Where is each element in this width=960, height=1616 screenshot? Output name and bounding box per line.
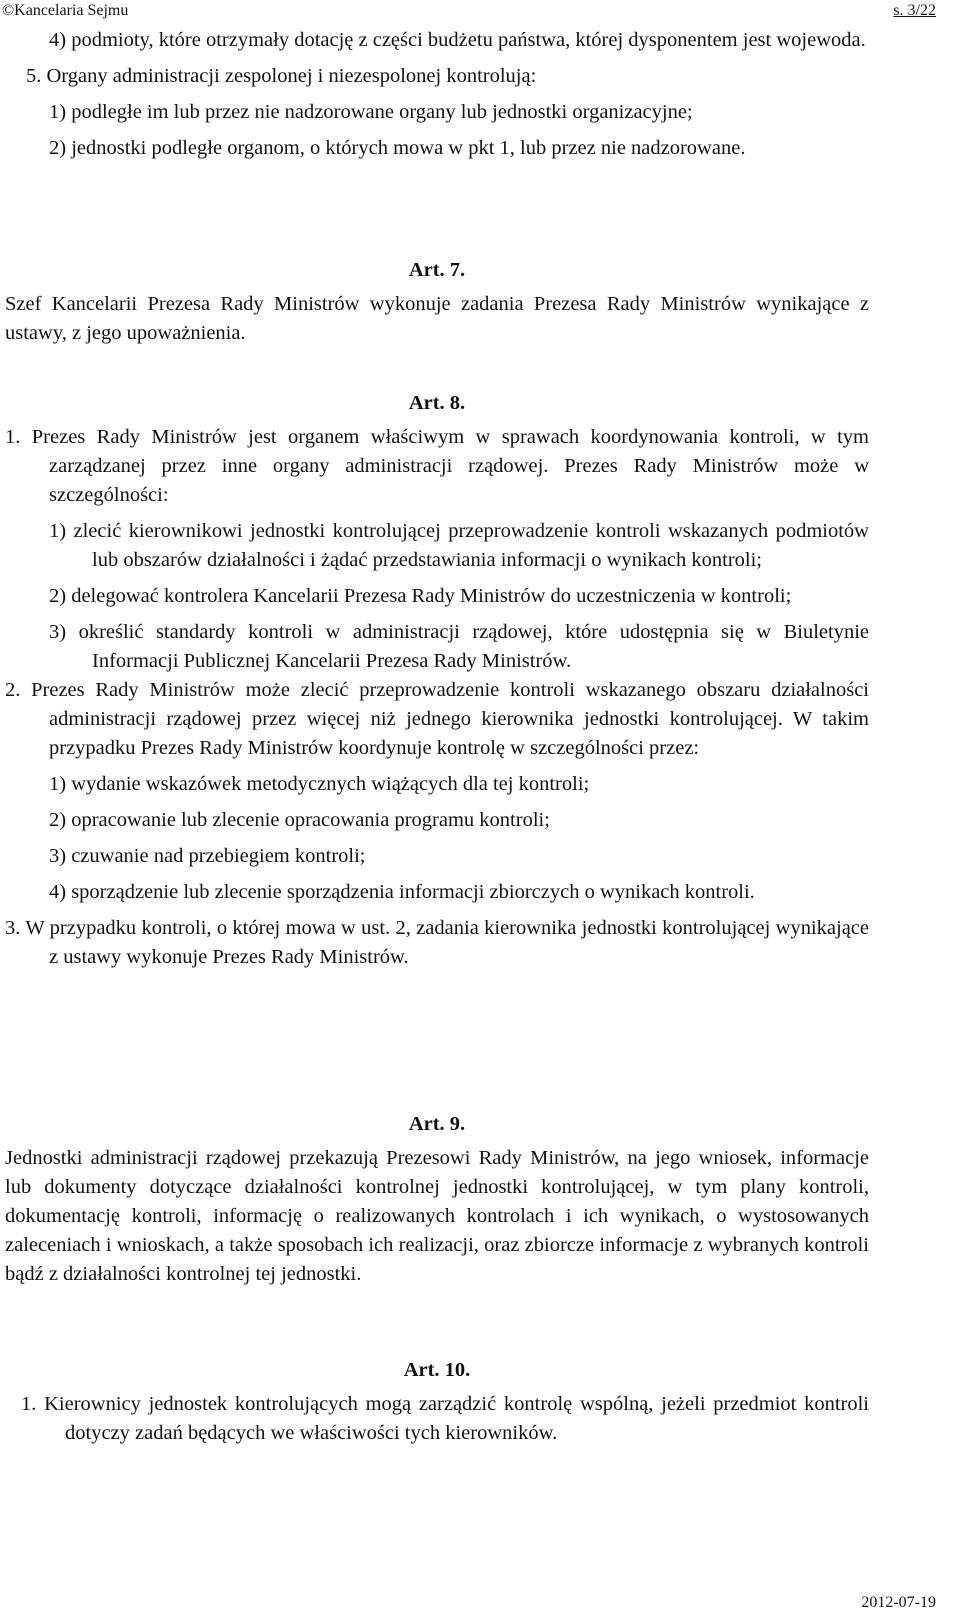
- art8-ust-2-pkt-1: 1) wydanie wskazówek metodycznych wiążących dla tej kontroli;: [49, 773, 590, 795]
- art7-text: Szef Kancelarii Prezesa Rady Ministrów wykonuje zadania Prezesa Rady Ministrów wynikające z ustawy, z jego upoważnienia.: [5, 293, 869, 344]
- art9-heading: Art. 9.: [408, 1113, 466, 1135]
- art8-ust-1-pkt-2: 2) delegować kontrolera Kancelarii Prezesa Rady Ministrów do uczestniczenia w kontroli;: [49, 585, 792, 607]
- art10-ust-1: 1. Kierownicy jednostek kontrolujących mogą zarządzić kontrolę wspólną, jeżeli przedmiot kontroli dotyczy zadań będących we właściwości tych kierowników.: [21, 1393, 869, 1444]
- page-number: s. 3/22: [893, 2, 936, 19]
- copyright-label: ©Kancelaria Sejmu: [2, 2, 129, 19]
- art8-ust-2-pkt-4: 4) sporządzenie lub zlecenie sporządzenia informacji zbiorczych o wynikach kontroli.: [49, 881, 755, 903]
- paragraph-5: 5. Organy administracji zespolonej i niezespolonej kontrolują:: [26, 65, 537, 87]
- art7-body: [5, 290, 869, 348]
- art7-heading: Art. 7.: [408, 259, 466, 281]
- art8-ust-3: 3. W przypadku kontroli, o której mowa w ust. 2, zadania kierownika jednostki kontrolującej wynikające z ustawy wykonuje Prezes Rady Ministrów.: [5, 917, 869, 968]
- art10-heading: Art. 10.: [403, 1359, 471, 1381]
- art8-ust-2: 2. Prezes Rady Ministrów może zlecić przeprowadzenie kontroli wskazanego obszaru działalności administracji rządowej przez więcej niż jednego kierownika jednostki kontrolującej. W takim przypadku Prezes Rady Ministrów koordynuje kontrolę w szczególności przez:: [5, 679, 869, 759]
- art9-body: [5, 1144, 869, 1289]
- document-date: 2012-07-19: [861, 1594, 936, 1611]
- art8-ust-1-pkt-3: 3) określić standardy kontroli w administracji rządowej, które udostępnia się w Biuletynie Informacji Publicznej Kancelarii Prezesa Rady Ministrów.: [49, 621, 869, 672]
- art8-ust-2-pkt-2: 2) opracowanie lub zlecenie opracowania programu kontroli;: [49, 809, 550, 831]
- point-4: 4) podmioty, które otrzymały dotację z części budżetu państwa, której dysponentem jest wojewoda.: [49, 29, 866, 51]
- page-header: [0, 0, 960, 22]
- art8-ust-1: 1. Prezes Rady Ministrów jest organem właściwym w sprawach koordynowania kontroli, w tym zarządzanej przez inne organy administracji rządowej. Prezes Rady Ministrów może w szczególności:: [5, 426, 869, 506]
- art10-body: [5, 1390, 869, 1448]
- point-5-2: 2) jednostki podległe organom, o których mowa w pkt 1, lub przez nie nadzorowane.: [49, 137, 746, 159]
- art8-body: [5, 423, 869, 972]
- point-5-1: 1) podległe im lub przez nie nadzorowane organy lub jednostki organizacyjne;: [49, 101, 693, 123]
- art8-ust-2-pkt-3: 3) czuwanie nad przebiegiem kontroli;: [49, 845, 366, 867]
- art8-heading: Art. 8.: [408, 392, 466, 414]
- section-top: [5, 26, 869, 163]
- art8-ust-1-pkt-1: 1) zlecić kierownikowi jednostki kontrolującej przeprowadzenie kontroli wskazanych podmiotów lub obszarów działalności i żądać przedstawiania informacji o wynikach kontroli;: [49, 520, 869, 571]
- art9-text: Jednostki administracji rządowej przekazują Prezesowi Rady Ministrów, na jego wniosek, informacje lub dokumenty dotyczące działalności kontrolnej jednostki kontrolującej, w tym plany kontroli, dokumentację kontroli, informację o realizowanych kontrolach i ich wynikach, o wystosowanych zaleceniach i wnioskach, a także sposobach ich realizacji, oraz zbiorcze informacje z wybranych kontroli bądź z działalności kontrolnej tej jednostki.: [5, 1147, 869, 1285]
